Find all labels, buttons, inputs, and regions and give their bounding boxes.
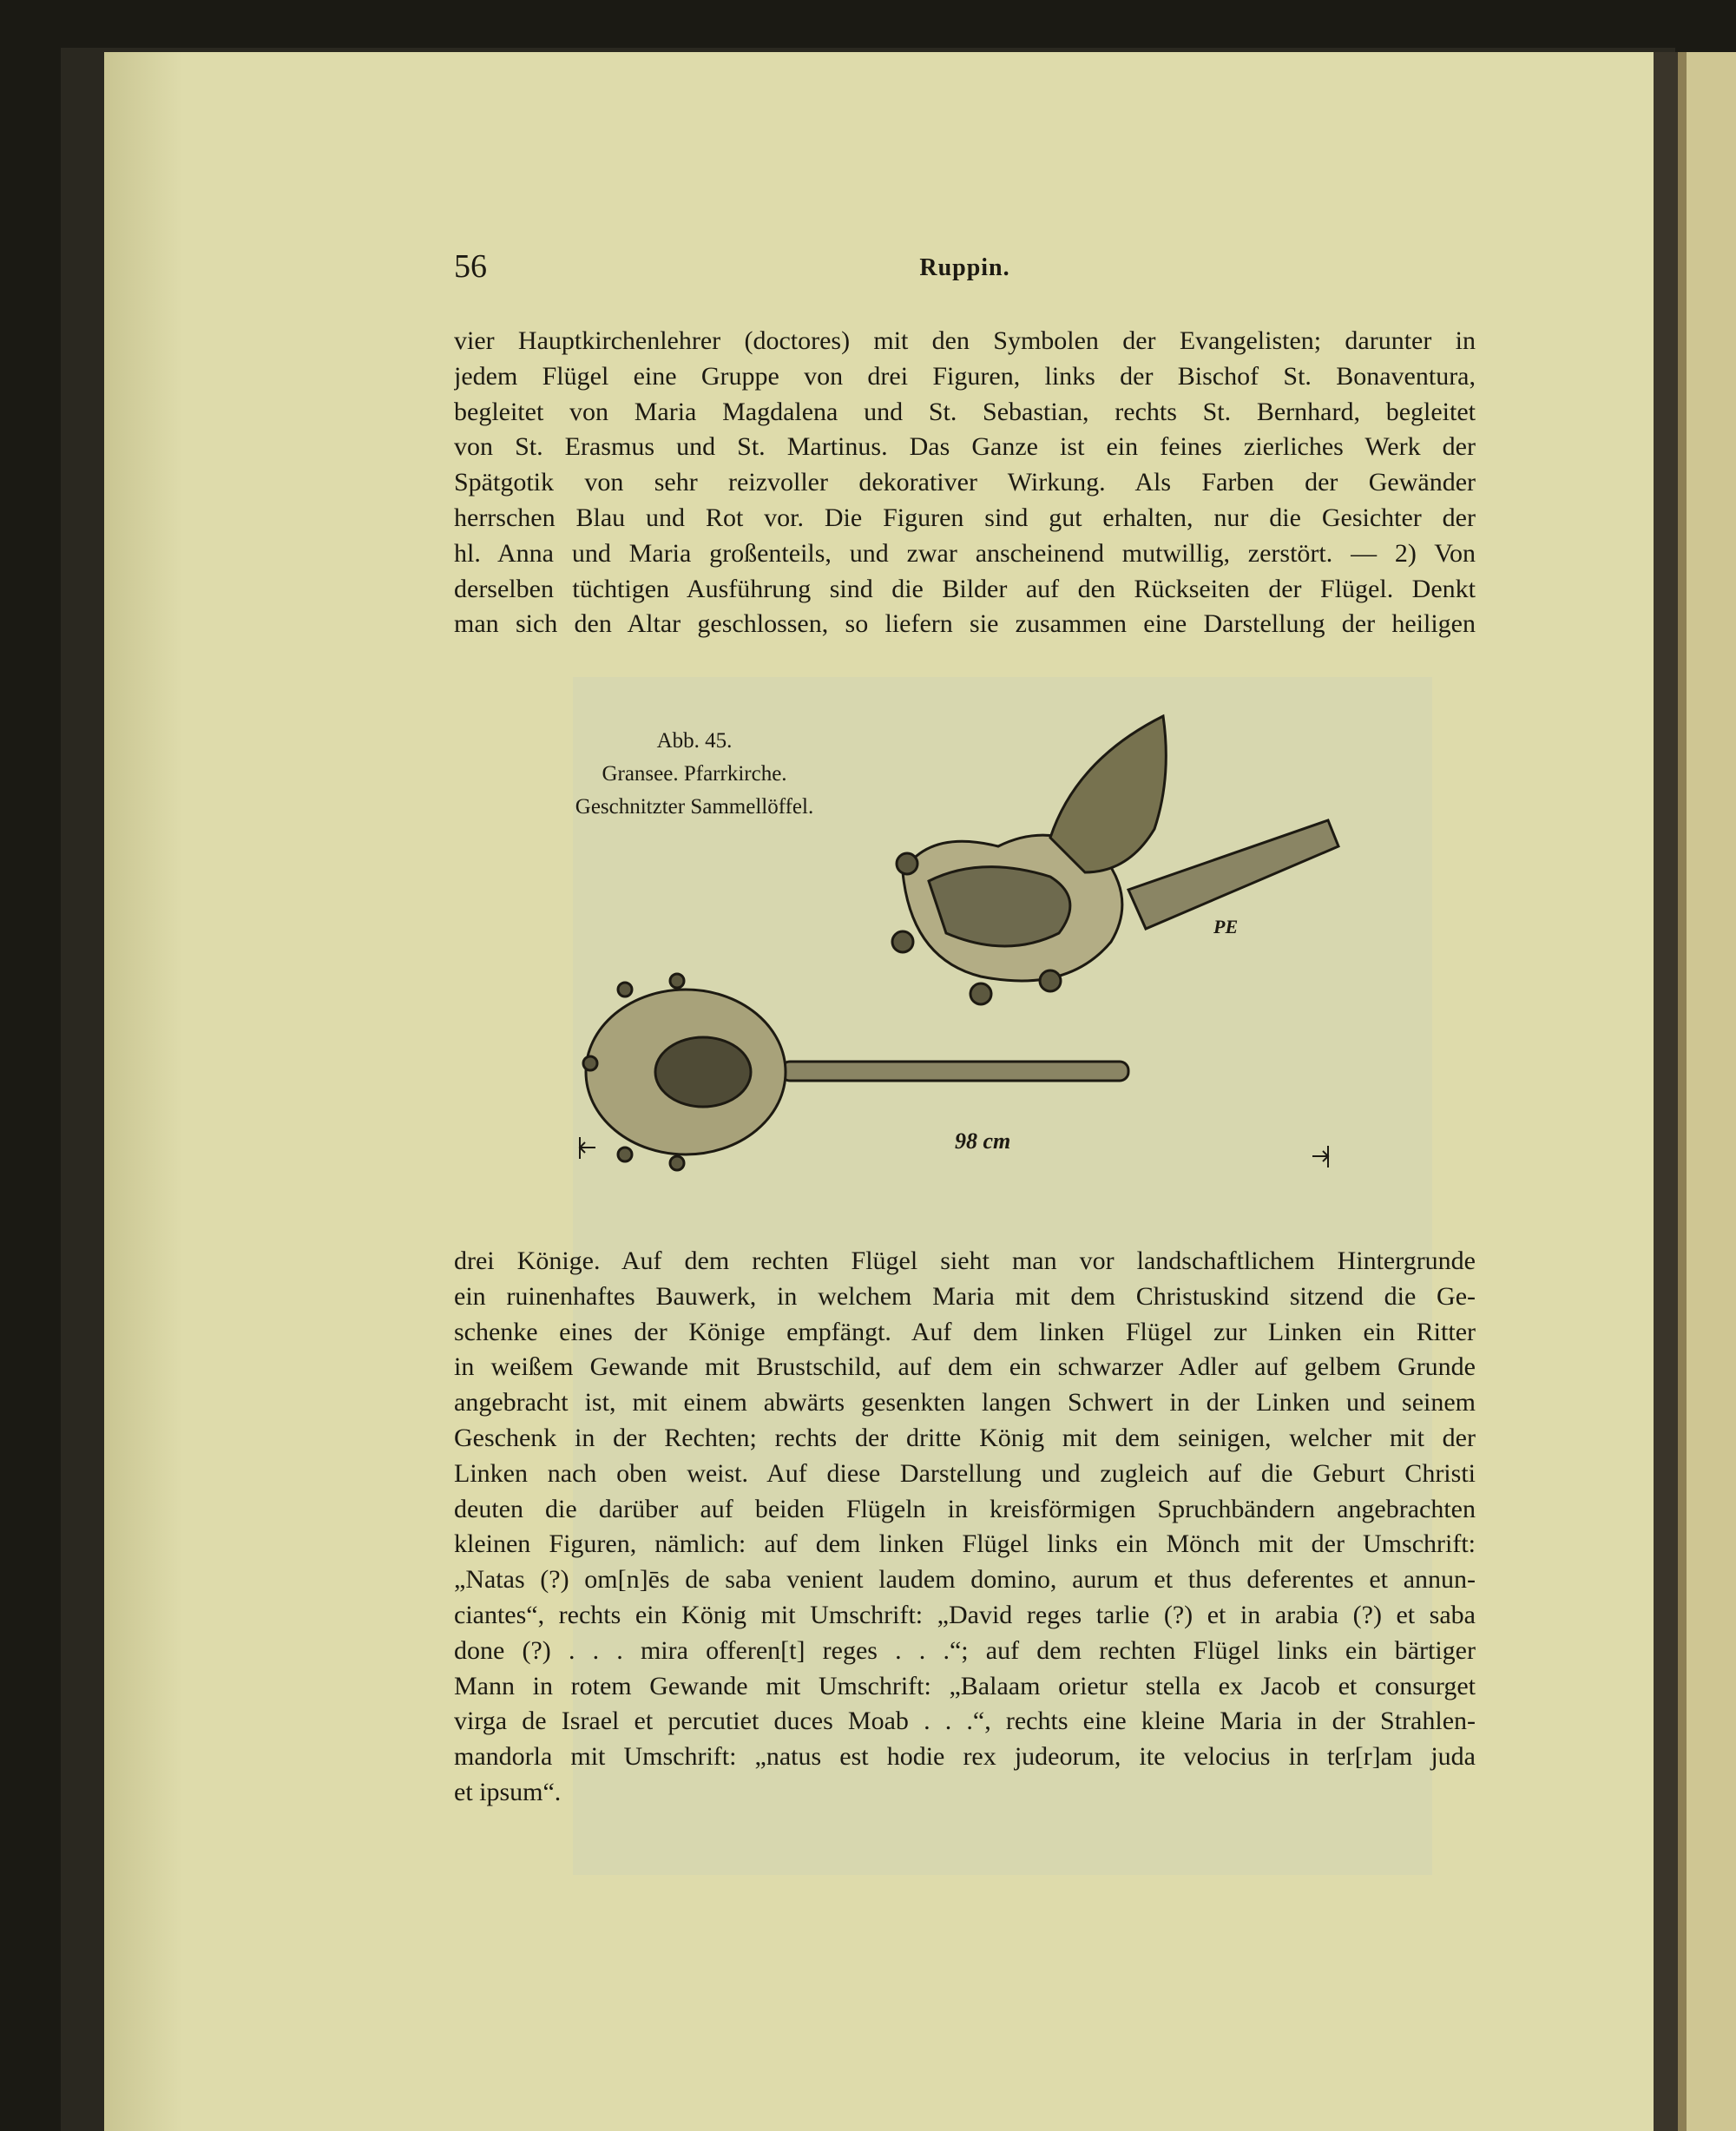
text-line: Mann in rotem Gewande mit Umschrift: „Balaam orietur stella ex Jacob et consurget	[454, 1671, 1476, 1700]
text-line: herrschen Blau und Rot vor. Die Figuren sind gut erhalten, nur die Gesichter der	[454, 503, 1476, 532]
text-line: vier Hauptkirchenlehrer (doctores) mit den Symbolen der Evangelisten; darunter in	[454, 326, 1476, 355]
running-head: Ruppin.	[919, 254, 1010, 281]
text-line: Geschenk in der Rechten; rechts der dritte König mit dem seinigen, welcher mit der	[454, 1423, 1476, 1452]
text-line: done (?) . . . mira offeren[t] reges . . .“; auf dem rechten Flügel links ein bärtiger	[454, 1635, 1476, 1665]
page-curve-shadow	[104, 52, 182, 2131]
text-line: drei Könige. Auf dem rechten Flügel sieht man vor landschaftlichem Hintergrunde	[454, 1246, 1476, 1275]
engraver-signature: PE	[1213, 916, 1239, 937]
dimension-label: 98 cm	[955, 1128, 1011, 1154]
text-line: hl. Anna und Maria großenteils, und zwar anscheinend mutwillig, zerstört. — 2) Von	[454, 538, 1476, 568]
figure-location: Gransee. Pfarrkirche.	[602, 762, 787, 786]
text-line: kleinen Figuren, nämlich: auf dem linken Flügel links ein Mönch mit der Umschrift:	[454, 1529, 1476, 1559]
paragraph-top	[454, 324, 1476, 642]
text-line: von St. Erasmus und St. Martinus. Das Ganze ist ein feines zierliches Werk der	[454, 432, 1476, 462]
text-line: ciantes“, rechts ein König mit Umschrift: „David reges tarlie (?) et in arabia (?) et saba	[454, 1600, 1476, 1629]
figure-caption	[556, 725, 833, 824]
text-line: Linken nach oben weist. Auf diese Darstellung und zugleich auf die Geburt Christi	[454, 1458, 1476, 1488]
text-line: virga de Israel et percutiet duces Moab . . .“, rechts eine kleine Maria in der Strahlen-	[454, 1707, 1476, 1736]
text-line: schenke eines der Könige empfängt. Auf dem linken Flügel zur Linken ein Ritter	[454, 1317, 1476, 1346]
spoon-top-view	[583, 974, 1128, 1170]
spoon-side-view	[892, 716, 1338, 1004]
text-line: mandorla mit Umschrift: „natus est hodie rex judeorum, ite velocius in ter[r]am juda	[454, 1742, 1476, 1772]
text-line: ein ruinenhaftes Bauwerk, in welchem Maria mit dem Christuskind sitzend die Ge-	[454, 1281, 1476, 1311]
text-line: begleitet von Maria Magdalena und St. Sebastian, rechts St. Bernhard, begleitet	[454, 397, 1476, 426]
figure-number: Abb. 45.	[656, 729, 733, 753]
page-number: 56	[454, 248, 487, 285]
page-header	[454, 247, 1476, 291]
text-line: in weißem Gewande mit Brustschild, auf dem ein schwarzer Adler auf gelbem Grunde	[454, 1352, 1476, 1382]
book-gutter	[1654, 52, 1678, 2131]
text-line: Spätgotik von sehr reizvoller dekorativer Wirkung. Als Farben der Gewänder	[454, 468, 1476, 497]
paragraph-bottom	[454, 1244, 1476, 1811]
text-line: angebracht ist, mit einem abwärts gesenkten langen Schwert in der Linken und seinem	[454, 1388, 1476, 1417]
text-line: deuten die darüber auf beiden Flügeln in kreisförmigen Spruchbändern angebrachten	[454, 1494, 1476, 1523]
text-line: derselben tüchtigen Ausführung sind die Bilder auf den Rückseiten der Flügel. Denkt	[454, 574, 1476, 603]
text-line: et ipsum“.	[454, 1777, 562, 1806]
figure-title: Geschnitzter Sammellöffel.	[575, 795, 814, 819]
text-line: „Natas (?) om[n]ēs de saba venient laudem domino, aurum et thus deferentes et annun-	[454, 1565, 1476, 1595]
facing-page-edge	[1678, 52, 1736, 2131]
text-line: jedem Flügel eine Gruppe von drei Figuren, links der Bischof St. Bonaventura,	[454, 361, 1476, 391]
text-line: man sich den Altar geschlossen, so liefern sie zusammen eine Darstellung der heiligen	[454, 609, 1476, 639]
